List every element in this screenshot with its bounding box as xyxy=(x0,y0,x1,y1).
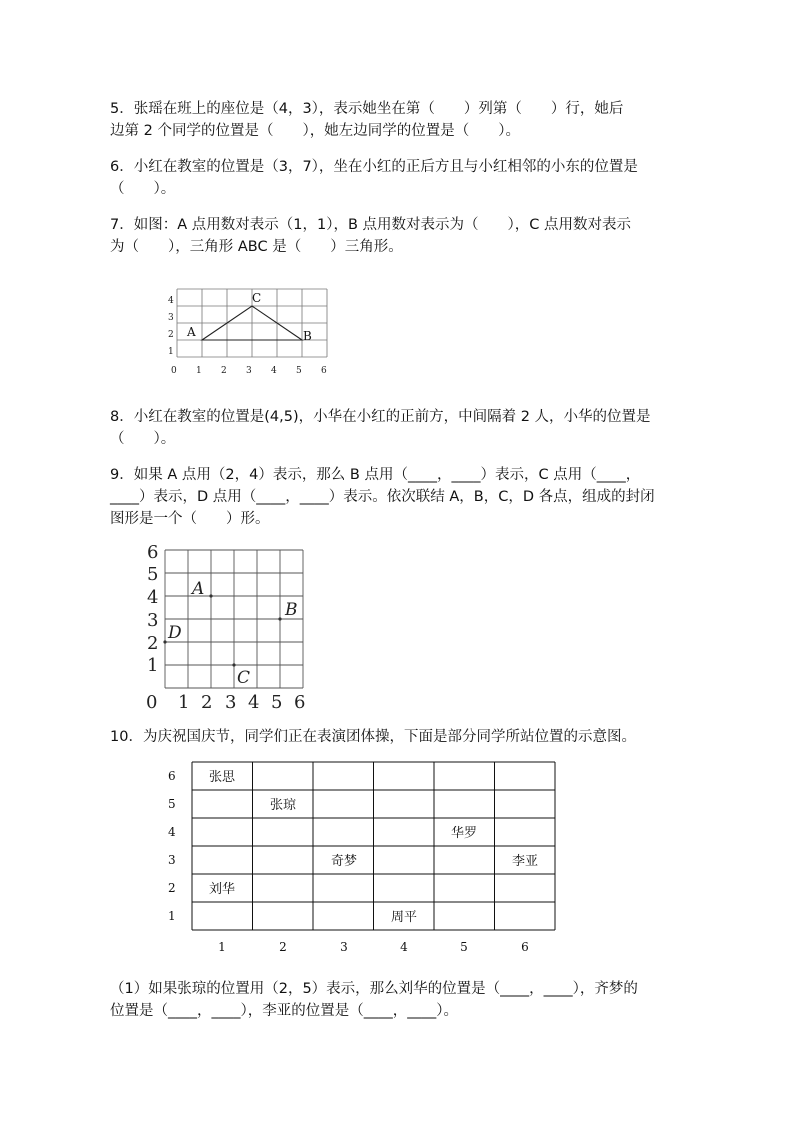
q9-x-tick: 1 xyxy=(178,692,190,713)
name-qimeng: 奇梦 xyxy=(330,854,358,869)
q7-x-tick: 6 xyxy=(321,366,327,376)
point-b xyxy=(278,617,281,620)
name-liuhua: 刘华 xyxy=(208,882,236,897)
row-label: 1 xyxy=(168,909,176,923)
name-zhangsi: 张思 xyxy=(208,770,236,785)
q9-y-tick: 4 xyxy=(147,587,159,608)
q9-y-tick: 1 xyxy=(147,655,159,676)
col-label: 2 xyxy=(279,940,287,954)
q7-y-tick: 3 xyxy=(168,313,174,323)
question-8 xyxy=(110,406,700,450)
row-label: 3 xyxy=(168,853,176,867)
q7-x-tick: 3 xyxy=(246,366,252,376)
q9-y-tick: 2 xyxy=(147,633,159,654)
q10-table-lines xyxy=(192,762,555,930)
q9-x-tick: 3 xyxy=(225,692,237,713)
question-9 xyxy=(110,464,700,530)
q9-line1: 9．如果 A 点用（2，4）表示，那么 B 点用（____，____）表示，C 点用（____， xyxy=(110,467,641,483)
col-label: 1 xyxy=(218,940,226,954)
question-10 xyxy=(110,726,700,748)
question-10-sub-1 xyxy=(110,978,700,1022)
row-label: 5 xyxy=(168,797,176,811)
q9-line3: 图形是一个（ ）形。 xyxy=(110,511,270,527)
q9-line2: ____）表示，D 点用（____，____）表示。依次联结 A，B，C，D 各点，组成的封闭 xyxy=(110,489,655,505)
name-liya: 李亚 xyxy=(511,854,539,869)
col-label: 4 xyxy=(400,940,408,954)
q9-grid-lines xyxy=(165,550,303,688)
q8-line2: （ ）。 xyxy=(110,431,176,447)
q7-grid-figure xyxy=(160,280,340,380)
q7-y-tick: 4 xyxy=(168,296,174,306)
point-c-label: C xyxy=(237,668,251,688)
q5-line1: 5．张瑶在班上的座位是（4，3），表示她坐在第（ ）列第（ ）行，她后 xyxy=(110,101,624,117)
q7-y-tick: 2 xyxy=(168,330,174,340)
q10-sub1-line2: 位置是（____，____），李亚的位置是（____，____）。 xyxy=(110,1003,458,1019)
point-c-label: C xyxy=(252,291,262,305)
q6-line1: 6．小红在教室的位置是（3，7），坐在小红的正后方且与小红相邻的小东的位置是 xyxy=(110,159,638,175)
col-label: 6 xyxy=(521,940,529,954)
point-b-label: B xyxy=(285,600,298,620)
name-zhangliang: 张琼 xyxy=(269,798,297,813)
row-label: 2 xyxy=(168,881,176,895)
q9-x-tick: 5 xyxy=(271,692,283,713)
name-hualuo: 华罗 xyxy=(450,826,478,841)
point-a xyxy=(209,594,212,597)
question-6 xyxy=(110,156,700,200)
q10-intro: 10．为庆祝国庆节，同学们正在表演团体操，下面是部分同学所站位置的示意图。 xyxy=(110,729,636,745)
q10-sub1-line1: （1）如果张琼的位置用（2，5）表示，那么刘华的位置是（____，____），齐梦的 xyxy=(110,981,638,997)
q7-x-tick: 0 xyxy=(171,366,177,376)
q5-line2: 边第 2 个同学的位置是（ ），她左边同学的位置是（ ）。 xyxy=(110,123,520,139)
q7-line2: 为（ ），三角形 ABC 是（ ）三角形。 xyxy=(110,239,403,255)
q9-y-tick: 3 xyxy=(147,610,159,631)
q9-grid-figure xyxy=(145,545,315,713)
q7-x-tick: 1 xyxy=(196,366,202,376)
name-zhouping: 周平 xyxy=(390,910,418,925)
col-label: 5 xyxy=(460,940,468,954)
q9-x-tick: 4 xyxy=(248,692,260,713)
point-c xyxy=(232,663,235,666)
q6-line2: （ ）。 xyxy=(110,181,176,197)
point-d-label: D xyxy=(168,623,182,643)
question-5 xyxy=(110,98,700,142)
point-a-label: A xyxy=(187,325,196,339)
q9-y-tick: 5 xyxy=(147,564,159,585)
q10-position-table xyxy=(160,758,560,958)
q7-x-tick: 5 xyxy=(296,366,302,376)
q9-x-tick: 0 xyxy=(146,692,158,713)
row-label: 6 xyxy=(168,769,176,783)
row-label: 4 xyxy=(168,825,176,839)
q9-x-tick: 6 xyxy=(294,692,306,713)
q7-x-tick: 2 xyxy=(221,366,227,376)
point-b-label: B xyxy=(303,329,312,343)
q8-line1: 8．小红在教室的位置是(4,5)，小华在小红的正前方，中间隔着 2 人，小华的位置是 xyxy=(110,409,651,425)
question-7 xyxy=(110,214,700,258)
q7-y-tick: 1 xyxy=(168,347,174,357)
q7-x-tick: 4 xyxy=(271,366,277,376)
q7-line1: 7．如图：A 点用数对表示（1，1），B 点用数对表示为（ ），C 点用数对表示 xyxy=(110,217,631,233)
point-a-label: A xyxy=(192,579,205,599)
point-d xyxy=(163,640,166,643)
q9-y-tick: 6 xyxy=(147,545,159,563)
col-label: 3 xyxy=(340,940,348,954)
q9-x-tick: 2 xyxy=(201,692,213,713)
